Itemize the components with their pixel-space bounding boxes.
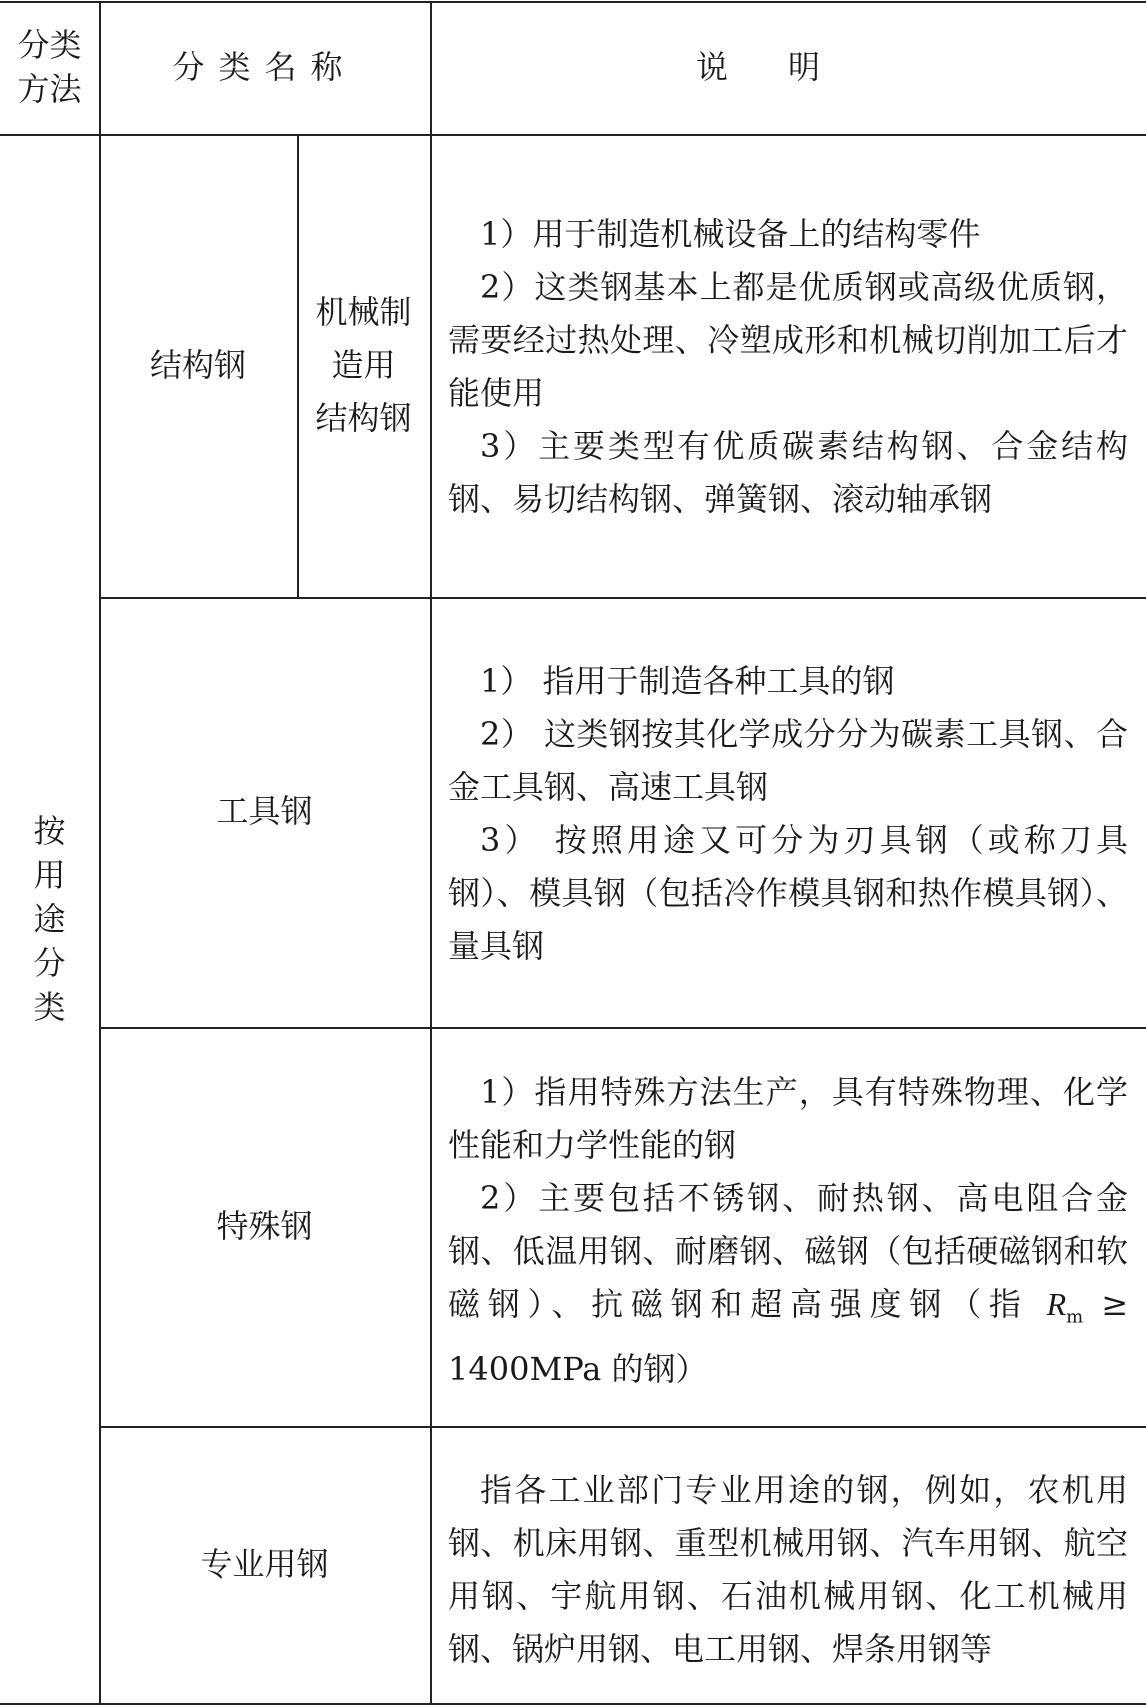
header-method [0, 1, 99, 134]
description-item: 3）主要类型有优质碳素结构钢、合金结构钢、易切结构钢、弹簧钢、滚动轴承钢 [448, 427, 1128, 518]
subcategory-line: 造用 [331, 346, 396, 384]
category-name: 结构钢 [149, 345, 246, 384]
group-label-char: 分 [33, 943, 66, 982]
column-divider [430, 1, 432, 1705]
description-item: 2）这类钢基本上都是优质钢或高级优质钢，需要经过热处理、冷塑成形和机械切削加工后才能使用 [448, 268, 1128, 412]
category-name: 工具钢 [216, 792, 313, 831]
header-name: 分类名称 [172, 47, 357, 86]
description-item: 1）用于制造机械设备上的结构零件 [480, 215, 981, 253]
description-item: 1） 指用于制造各种工具的钢 [480, 662, 895, 700]
group-label [0, 134, 99, 1703]
description-cell [448, 208, 1128, 526]
description-item [448, 1172, 1128, 1396]
description-text: ≥ 1400MPa 的钢） [448, 1285, 1128, 1389]
description-item: 3） 按照用途又可分为刃具钢（或称刀具钢）、模具钢（包括冷作模具钢和热作模具钢）、量具钢 [448, 821, 1128, 965]
group-label-char: 类 [33, 987, 66, 1026]
subcategory-name [297, 134, 430, 597]
tensile-strength-subscript: m [1066, 1306, 1084, 1328]
tensile-strength-symbol: R [1046, 1286, 1067, 1322]
group-label-char: 用 [33, 855, 66, 894]
description-cell [448, 655, 1128, 973]
description-item: 指各工业部门专业用途的钢，例如，农机用钢、机床用钢、重型机械用钢、汽车用钢、航空用钢、宇航用钢、石油机械用钢、化工机械用钢、锅炉用钢、电工用钢、焊条用钢等 [448, 1471, 1128, 1668]
description-item: 1）指用特殊方法生产，具有特殊物理、化学性能和力学性能的钢 [448, 1073, 1128, 1164]
subcategory-line: 结构钢 [315, 399, 412, 437]
description-cell [448, 1066, 1128, 1396]
group-label-char: 按 [33, 811, 66, 850]
category-name: 特殊钢 [216, 1206, 313, 1245]
header-description: 说明 [695, 47, 880, 86]
group-label-char: 途 [33, 899, 66, 938]
subcategory-line: 机械制 [315, 293, 412, 331]
category-name: 专业用钢 [200, 1544, 329, 1583]
bottom-rule [0, 1703, 1146, 1705]
header-method-line1: 分类 [17, 26, 82, 65]
header-method-line2: 方法 [17, 69, 82, 108]
description-item: 2） 这类钢按其化学成分分为碳素工具钢、合金工具钢、高速工具钢 [448, 715, 1128, 806]
description-text: 2）主要包括不锈钢、耐热钢、高电阻合金钢、低温用钢、耐磨钢、磁钢（包括硬磁钢和软磁钢）、抗磁钢和超高强度钢（指 [448, 1179, 1128, 1323]
description-cell [448, 1464, 1128, 1676]
